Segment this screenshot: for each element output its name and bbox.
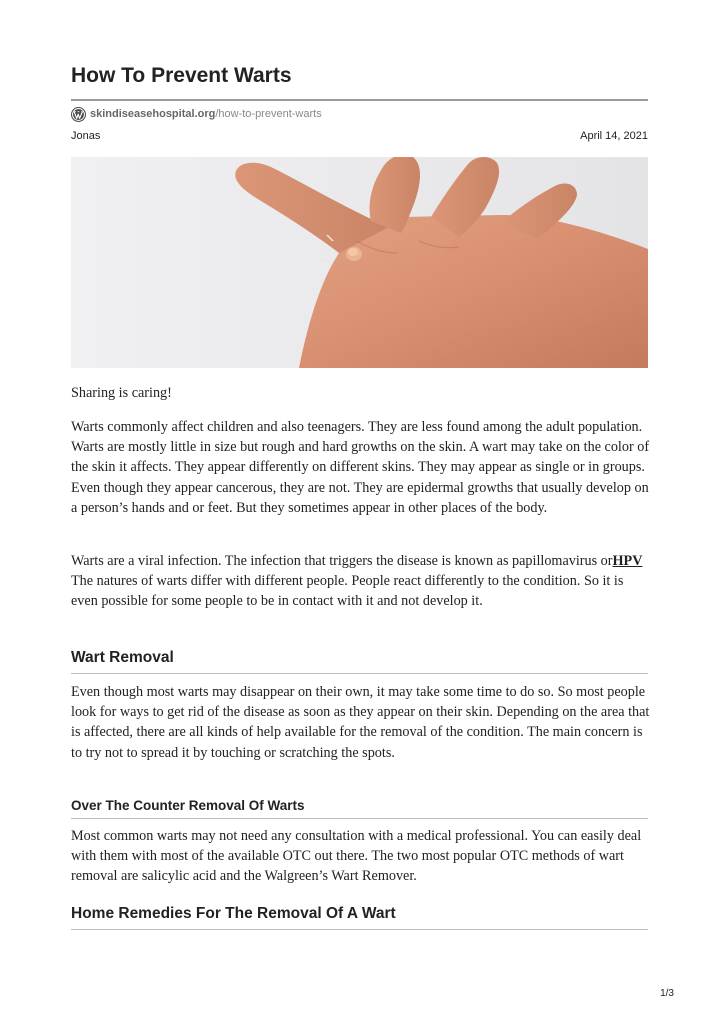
hpv-link[interactable]: HPV — [612, 553, 643, 569]
otc-removal-divider — [71, 818, 648, 819]
viral-text-before: Warts are a viral infection. The infection that triggers the disease is known as papillomavirus or — [71, 553, 613, 569]
wordpress-icon — [71, 107, 86, 122]
viral-paragraph — [71, 551, 651, 612]
source-path-link[interactable]: /how-to-prevent-warts — [215, 108, 322, 120]
wart-removal-paragraph: Even though most warts may disappear on their own, it may take some time to do so. So most people look for ways to get rid of the disease as soon as they appear on their skin. Depending on the area that is affected, there are all kinds of help available for the removal of the condition. The main concern is to try not to spread it by touching or scratching the spots. — [71, 684, 650, 761]
source-line — [71, 106, 322, 122]
sharing-text: Sharing is caring! — [71, 385, 172, 401]
publish-date: April 14, 2021 — [580, 130, 648, 142]
page-number: 1/3 — [660, 988, 674, 999]
article-title: How To Prevent Warts — [71, 64, 292, 87]
source-domain-link[interactable]: skindiseasehospital.org — [90, 108, 216, 120]
wart-removal-divider — [71, 673, 648, 674]
otc-removal-heading: Over The Counter Removal Of Warts — [71, 798, 305, 813]
wart-removal-heading: Wart Removal — [71, 649, 174, 666]
home-remedies-divider — [71, 929, 648, 930]
author-name: Jonas — [71, 130, 101, 142]
viral-text-after: The natures of warts differ with different people. People react differently to the condition. So it is even possible for some people to be in contact with it and not develop it. — [71, 573, 624, 610]
home-remedies-heading: Home Remedies For The Removal Of A Wart — [71, 905, 396, 922]
title-divider — [71, 99, 648, 101]
hero-image-hand-with-wart — [71, 157, 648, 368]
intro-paragraph: Warts commonly affect children and also teenagers. They are less found among the adult population. Warts are mostly little in size but rough and hard growths on the skin. A wart may take on the color of the skin it affects. They appear differently on different skins. They may appear as single or in groups. Even though they appear cancerous, they are not. They are epidermal growths that usually develop on a person’s hands and or feet. But they sometimes appear in other places of the body. — [71, 419, 650, 516]
otc-removal-paragraph: Most common warts may not need any consultation with a medical professional. You can easily deal with them with most of the available OTC out there. The two most popular OTC methods of wart removal are salicylic acid and the Walgreen’s Wart Remover. — [71, 828, 642, 885]
